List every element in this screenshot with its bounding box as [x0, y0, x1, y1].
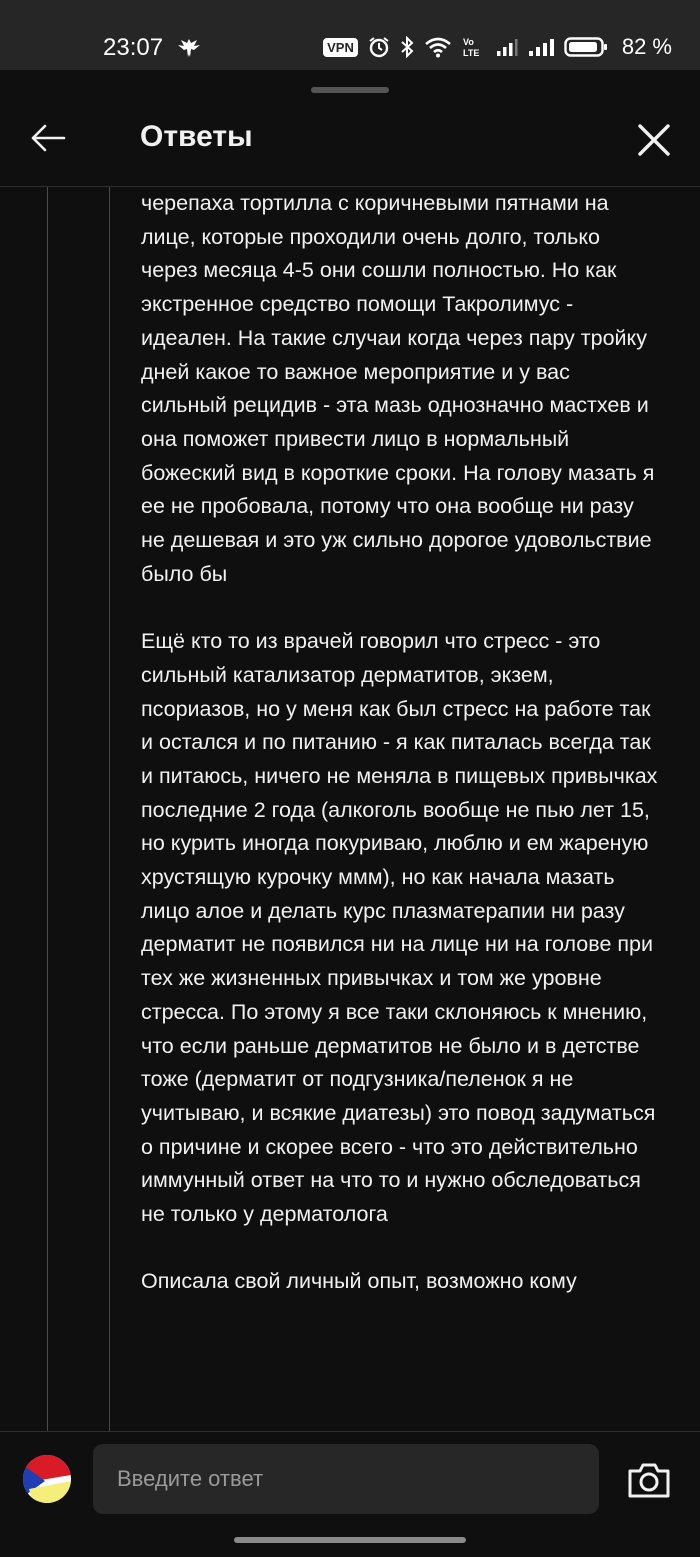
page-title: Ответы [140, 120, 253, 153]
battery-icon [564, 36, 608, 58]
drag-handle[interactable] [311, 87, 389, 93]
camera-button[interactable] [626, 1460, 672, 1500]
avatar[interactable] [23, 1455, 71, 1503]
reply-composer [0, 1431, 700, 1557]
comment-paragraph: черепаха тортилла с коричневыми пятнами на лице, которые проходили очень долго, только через месяца 4-5 они сошли полностью. Но как экстренное средство помощи Такролимус - идеален. На такие случаи когда через пару тройку дней какое то важное мероприятие и у вас сильный рецидив - эта мазь однозначно мастхев и она поможет привести лицо в нормальный божеский вид в короткие сроки. На голову мазать я ее не пробовала, потому что она вообще ни разу не дешевая и это уж сильно дорогое удовольствие было бы [141, 191, 655, 586]
signal-icon [496, 36, 518, 58]
status-bar [0, 0, 700, 70]
status-time: 23:07 [103, 34, 164, 61]
battery-percent: 82 % [621, 34, 672, 59]
vpn-badge: VPN [323, 38, 358, 57]
bluetooth-icon [400, 36, 414, 58]
svg-text:LTE: LTE [462, 48, 480, 58]
comment-paragraph: Описала свой личный опыт, возможно кому [141, 1269, 577, 1294]
home-indicator[interactable] [234, 1537, 466, 1543]
status-icons [323, 34, 672, 60]
comment-paragraph: Ещё кто то из врачей говорил что стресс - это сильный катализатор дерматитов, экзем, псориазов, но у меня как был стресс на работе так и остался и по питанию - я как питалась всегда так и питаюсь, ничего не меняла в пищевых привычках последние 2 года (алкоголь вообще не пью лет 15, но курить иногда покуриваю, люблю и ем жареную хрустящую курочку ммм), но как начала мазать лицо алое и делать курс плазматерапии ни разу дерматит не появился ни на лице ни на голове при тех же жизненных привычках и том же уровне стресса. По этому я все таки склоняюсь к мнению, что если раньше дерматитов не было и в детстве тоже (дерматит от подгузника/пеленок я не учитываю, и всякие диатезы) это повод задуматься о причине и скорее всего - что это действительно иммунный ответ на что то и нужно обследоваться не только у дерматолога [141, 629, 658, 1227]
thread-line [109, 187, 110, 1431]
back-button[interactable] [28, 118, 68, 158]
alarm-icon [368, 36, 390, 58]
camera-icon [626, 1460, 672, 1500]
comment-text [141, 187, 661, 1299]
eagle-icon [177, 37, 201, 59]
comment-thread[interactable] [0, 187, 700, 1431]
svg-text:Vo: Vo [462, 37, 474, 47]
close-icon [634, 120, 674, 160]
replies-sheet [0, 70, 700, 1556]
arrow-left-icon [28, 118, 68, 158]
signal-icon [528, 36, 554, 58]
thread-line [47, 187, 48, 1431]
wifi-icon [424, 36, 452, 58]
reply-input[interactable] [93, 1444, 599, 1514]
close-button[interactable] [634, 120, 674, 160]
volte-icon [462, 36, 486, 58]
